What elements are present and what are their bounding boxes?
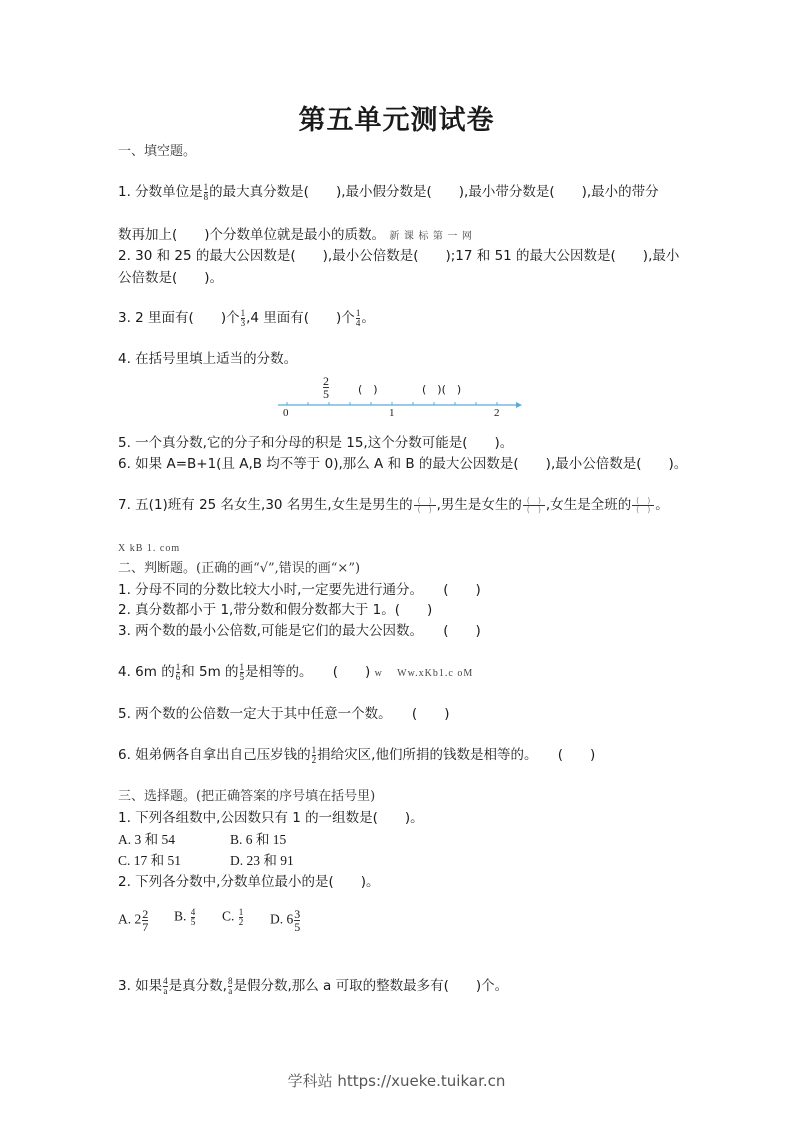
watermark: 新 课 标 第 一 网 [389,231,473,242]
fraction: $\frac{1}{8}$ [203,181,209,202]
option-a[interactable]: A. 3 和 54 [118,832,175,847]
footer-source: 学科站 https://xueke.tuikar.cn [287,1072,506,1090]
question-judge-5: 5. 两个数的公倍数一定大于其中任意一个数。 ( ) [118,706,450,722]
question-fill-7: 7. 五(1)班有 25 名女生,30 名男生,女生是男生的 ( ) ( ) ,男生是女生的 ( ) ( ) ,女生是全班的 ( ) ( ) 。 [118,495,669,514]
question-judge-1: 1. 分母不同的分数比较大小时,一定要先进行通分。 ( ) [118,582,481,598]
number-line [270,375,530,425]
page-title: 第五单元测试卷 [298,105,495,136]
question-choice-2: 2. 下列各分数中,分数单位最小的是( )。 [118,874,380,890]
blank-fraction[interactable]: ( ) ( ) [414,497,436,514]
fraction: $\frac{1}{6}$ [175,661,181,682]
blank-1[interactable]: ( ) [358,383,378,396]
section-heading-judge: 二、判断题。(正确的画“√”,错误的画“×”) [118,561,361,576]
question-choice-3: 3. 如果 $\frac{4}{a}$ 是真分数, $\frac{8}{a}$ 是假分数,那么 a 可取的整数最多有( )个。 [118,975,509,996]
question-fill-6: 6. 如果 A=B+1(且 A,B 均不等于 0),那么 A 和 B 的最大公因数是( ),最小公倍数是( )。 [118,456,688,472]
q-text: 1. 分数单位是 [118,184,203,200]
question-fill-1-cont [118,223,473,243]
blank-fraction[interactable]: ( ) ( ) [632,497,654,514]
question-fill-1 [118,180,659,202]
blank-fraction[interactable]: ( ) ( ) [523,497,545,514]
section-heading-fill: 一、填空题。 [118,144,197,159]
watermark: X kB 1. com [118,543,181,554]
tick-label-1: 1 [389,407,395,419]
fraction: $\frac{1}{4}$ [355,307,361,328]
question-judge-3: 3. 两个数的最小公倍数,可能是它们的最大公因数。 ( ) [118,623,481,639]
question-fill-4: 4. 在括号里填上适当的分数。 [118,351,298,367]
watermark: w Ww.xKb1.c oM [374,668,474,679]
q-text: 数再加上( )个分数单位就是最小的质数。 [118,227,386,243]
question-fill-3: 3. 2 里面有( )个 $\frac{1}{3}$ ,4 里面有( )个 $\frac{1}{4}$ 。 [118,307,375,328]
number-line-graphic [270,375,530,425]
question-fill-2: 2. 30 和 25 的最大公因数是( ),最小公倍数是( );17 和 51 的最大公因数是( ),最小 [118,248,680,264]
q-text: 的最大真分数是( ),最小假分数是( ),最小带分数是( ),最小的带分 [209,184,659,200]
tick-label-2: 2 [494,407,500,419]
option-a[interactable]: A. 2 $\frac{2}{7}$ [118,907,149,934]
question-choice-1: 1. 下列各组数中,公因数只有 1 的一组数是( )。 [118,810,424,826]
fraction: $\frac{1}{2}$ [311,744,317,765]
question-judge-2: 2. 真分数都小于 1,带分数和假分数都大于 1。( ) [118,602,433,618]
option-c[interactable]: C. 17 和 51 [118,853,182,868]
option-b[interactable]: B. $\frac{4}{5}$ [174,907,196,927]
tick-label-0: 0 [283,407,289,419]
section-heading-choice: 三、选择题。(把正确答案的序号填在括号里) [118,789,376,804]
fraction: $\frac{1}{3}$ [240,307,246,328]
fraction: $\frac{1}{5}$ [239,661,245,682]
question-fill-5: 5. 一个真分数,它的分子和分母的积是 15,这个分数可能是( )。 [118,435,514,451]
option-d[interactable]: D. 23 和 91 [230,853,294,868]
option-c[interactable]: C. $\frac{1}{2}$ [222,907,244,927]
option-b[interactable]: B. 6 和 15 [230,832,287,847]
option-d[interactable]: D. 6 $\frac{3}{5}$ [270,907,301,934]
known-fraction: 2 5 [323,374,329,401]
question-judge-6: 6. 姐弟俩各自拿出自己压岁钱的 $\frac{1}{2}$ 捐给灾区,他们所捐的钱数是相等的。 ( ) [118,744,596,765]
blank-2-3[interactable]: ( )( ) [422,383,462,396]
question-fill-2-cont: 公倍数是( )。 [118,270,224,286]
question-judge-4: 4. 6m 的 $\frac{1}{6}$ 和 5m 的 $\frac{1}{5}$ 是相等的。 ( ) w Ww.xKb1.c oM [118,661,474,682]
